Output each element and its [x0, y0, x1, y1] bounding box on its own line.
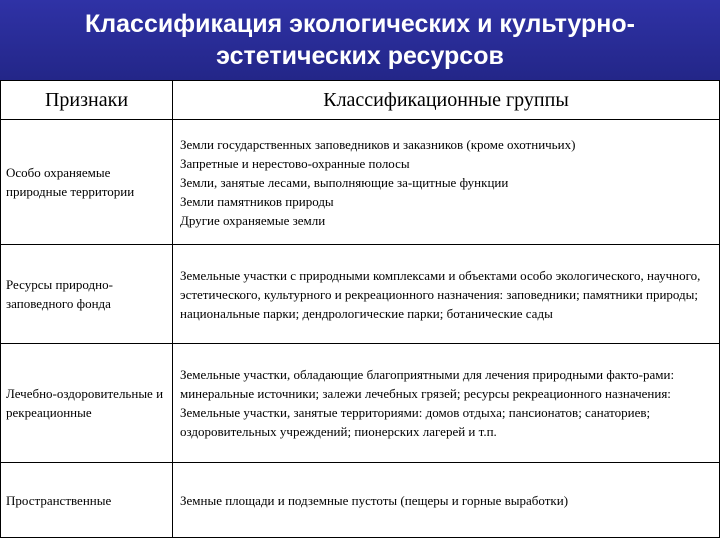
- group-item: Земельные участки, обладающие благоприятными для лечения природными факто-рами: минеральные источники; залежи лечебных грязей; ресурсы рекреационного назначения: Земельные участки, занятые территориями: домов отдыха; пансионатов; санаториев; оздоровительных учреждений; пионерских лагерей и т.п.: [180, 367, 675, 439]
- table-row: [1, 463, 720, 538]
- table-row: [1, 344, 720, 463]
- table-row: [1, 120, 720, 245]
- table-header-row: [1, 81, 720, 120]
- slide-title-line-1: Классификация экологических и культурно-: [85, 10, 635, 38]
- feature-cell: Ресурсы природно-заповедного фонда: [1, 245, 173, 344]
- groups-cell: [173, 463, 720, 538]
- group-item: Земельные участки с природными комплексами и объектами особо экологического, научного, эстетического, культурного и рекреационного назначения: заповедники; памятники природы; национальные парки; дендрологические парки; ботанические сады: [180, 267, 701, 321]
- slide-title-bar: [0, 0, 720, 80]
- group-item: Земли, занятые лесами, выполняющие за-щитные функции: [180, 174, 509, 190]
- classification-table: [0, 80, 720, 538]
- slide-title: [80, 8, 640, 72]
- groups-cell: [173, 245, 720, 344]
- group-item: Запретные и нерестово-охранные полосы: [180, 155, 410, 171]
- group-item: Другие охраняемые земли: [180, 212, 326, 228]
- header-groups: Классификационные группы: [173, 81, 720, 120]
- feature-cell: Особо охраняемые природные территории: [1, 120, 173, 245]
- feature-cell: Пространственные: [1, 463, 173, 538]
- groups-cell: [173, 120, 720, 245]
- table-row: [1, 245, 720, 344]
- group-item: Земные площади и подземные пустоты (пещеры и горные выработки): [180, 492, 569, 508]
- group-item: Земли государственных заповедников и заказников (кроме охотничьих): [180, 136, 576, 152]
- header-features: Признаки: [1, 81, 173, 120]
- groups-cell: [173, 344, 720, 463]
- feature-cell: Лечебно-оздоровительные и рекреационные: [1, 344, 173, 463]
- group-item: Земли памятников природы: [180, 193, 334, 209]
- slide-title-line-2: эстетических ресурсов: [216, 42, 504, 70]
